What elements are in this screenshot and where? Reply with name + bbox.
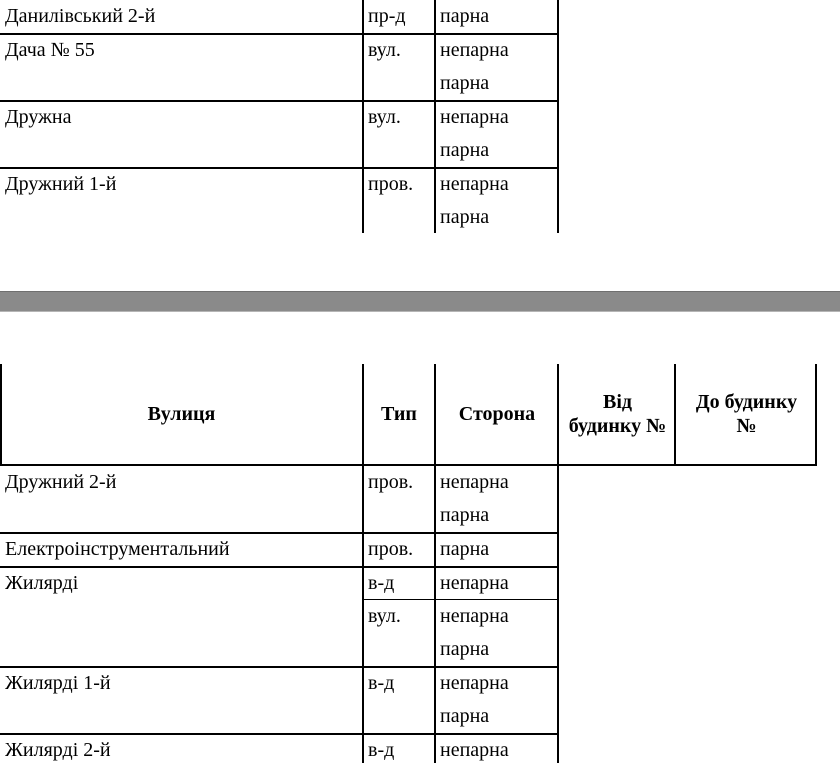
side-cell: непарна: [440, 572, 509, 594]
table-row: [0, 0, 559, 33]
page-break-divider: [0, 291, 840, 312]
column-border: [674, 364, 676, 466]
column-border: [557, 0, 559, 233]
table-row: [0, 533, 559, 566]
row-border: [0, 733, 559, 735]
row-border: [0, 33, 559, 35]
street-type-cell: в-д: [368, 739, 395, 761]
street-type-cell: вул.: [368, 39, 401, 61]
column-border: [815, 364, 817, 466]
column-border: [362, 364, 364, 763]
table-row: [0, 600, 559, 666]
column-border: [434, 364, 436, 763]
side-cell: непарна: [440, 471, 509, 493]
table-row: [0, 101, 559, 167]
row-border: [0, 167, 559, 169]
header-type: Тип: [381, 403, 417, 425]
column-border: [434, 0, 436, 233]
column-border: [362, 0, 364, 233]
side-cell: непарна: [440, 173, 509, 195]
header-street: Вулиця: [147, 403, 216, 425]
side-cell: парна: [440, 206, 490, 228]
header-bottom-border: [0, 464, 817, 466]
street-type-cell: пр-д: [368, 5, 406, 27]
table-row: [0, 466, 559, 532]
street-type-cell: в-д: [368, 672, 395, 694]
street-type-cell: пров.: [368, 471, 414, 493]
table-row: [0, 667, 559, 733]
street-name-cell: Дача № 55: [5, 39, 95, 61]
side-cell: парна: [440, 72, 490, 94]
row-border: [0, 532, 559, 534]
street-type-cell: вул.: [368, 106, 401, 128]
street-type-cell: в-д: [368, 572, 395, 594]
column-border: [0, 364, 2, 466]
row-border: [363, 599, 559, 600]
row-border: [0, 666, 559, 668]
table-row: [0, 567, 559, 600]
street-name-cell: Данилівський 2-й: [5, 5, 156, 27]
side-cell: непарна: [440, 106, 509, 128]
side-cell: парна: [440, 504, 490, 526]
side-cell: непарна: [440, 739, 509, 761]
street-name-cell: Дружна: [5, 106, 72, 128]
table-row: [0, 734, 559, 767]
side-cell: непарна: [440, 605, 509, 627]
header-side: Сторона: [458, 403, 536, 425]
street-name-cell: Дружний 1-й: [5, 173, 117, 195]
side-cell: парна: [440, 538, 490, 560]
street-type-cell: вул.: [368, 605, 401, 627]
street-name-cell: Жилярді 1-й: [5, 672, 111, 694]
side-cell: парна: [440, 638, 490, 660]
street-name-cell: Електроінструментальний: [5, 538, 230, 560]
table-row: [0, 34, 559, 100]
table-row: [0, 168, 559, 234]
side-cell: непарна: [440, 39, 509, 61]
street-name-cell: [0, 600, 363, 666]
street-name-cell: Жилярді: [5, 572, 79, 594]
side-cell: парна: [440, 139, 490, 161]
header-to-house: До будинку №: [695, 391, 798, 437]
street-type-cell: пров.: [368, 173, 414, 195]
street-name-cell: Дружний 2-й: [5, 471, 117, 493]
column-border: [557, 364, 559, 763]
row-border: [0, 566, 559, 568]
side-cell: непарна: [440, 672, 509, 694]
side-cell: парна: [440, 5, 490, 27]
side-cell: парна: [440, 705, 490, 727]
street-name-cell: Жилярді 2-й: [5, 739, 111, 761]
street-type-cell: пров.: [368, 538, 414, 560]
row-border: [0, 100, 559, 102]
header-from-house: Від будинку №: [568, 391, 667, 437]
